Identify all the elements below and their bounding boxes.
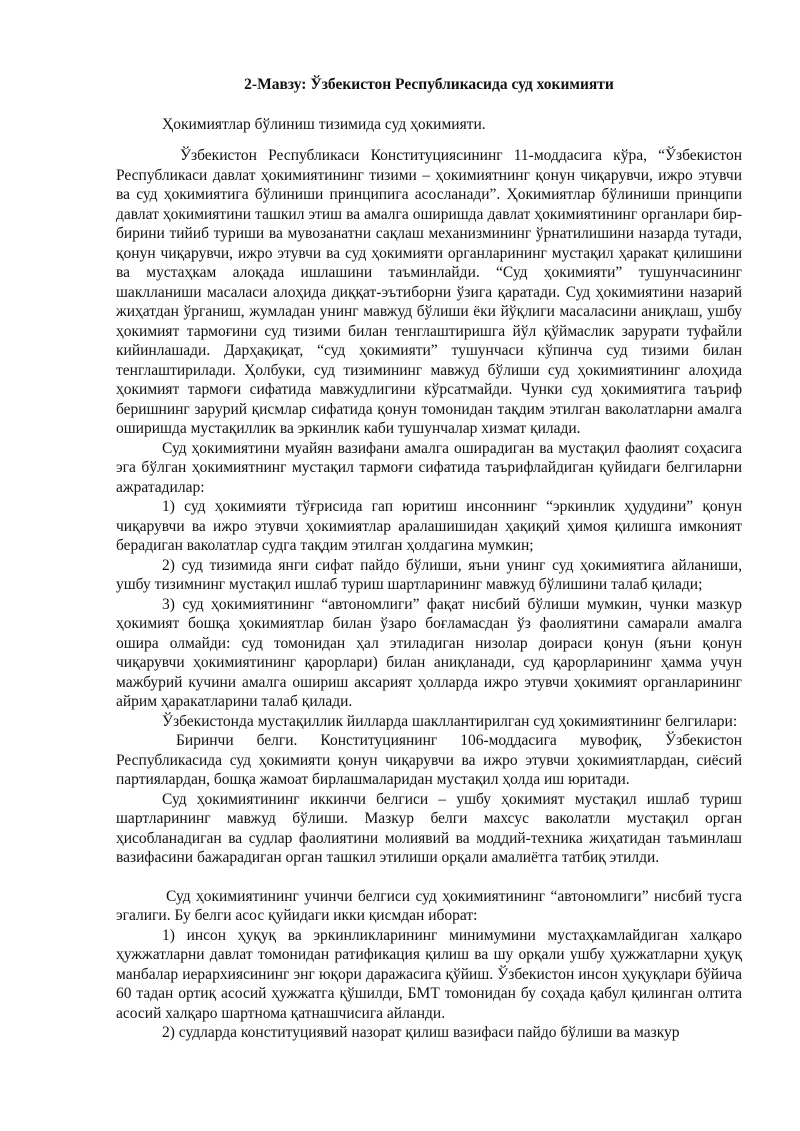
document-subtitle: Ҳокимиятлар бўлиниш тизимида суд ҳокимияти. [162,115,486,133]
paragraph-uzbekistan-features: Ўзбекистонда мустақиллик йилларда шакллантирилган суд ҳокимиятининг белгилари: [162,712,738,730]
list-item-2: 2) суд тизимида янги сифат пайдо бўлиши, яъни унинг суд ҳокимиятига айланиши, ушбу тизимнинг мустақил ишлаб туриш шартларининг мавжуд бўлишини талаб қилади; [116,556,742,593]
list-item-third-1: 1) инсон ҳуқуқ ва эркинликларининг минимумини мустаҳкамлайдиган халқаро ҳужжатларни давлат томонидан ратификация қилиш ва шу орқали ушбу ҳужжатларни ҳуқуқ манбалар иерархиясининг энг юқори даражасига қўйиш. Ўзбекистон инсон ҳуқуқлари бўйича 60 тадан ортиқ асосий ҳужжатга қўшилди, БМТ томонидан бу соҳада қабул қилинган олтита асосий халқаро шартнома қатнашчисига айланди. [116,926,742,1022]
paragraph-features-intro: Суд ҳокимиятини муайян вазифани амалга оширадиган ва мустақил фаолият соҳасига эга бўлган ҳокимиятнинг мустақил тармоғи сифатида таърифлайдиган қуйидаги белгиларни ажратадилар: [116,439,742,496]
paragraph-first-feature: Биринчи белги. Конституциянинг 106-моддасига мувофиқ, Ўзбекистон Республикасида суд ҳокимияти қонун чиқарувчи ва ижро этувчи ҳокимиятлардан, сиёсий партиялардан, бошқа жамоат бирлашмаларидан мустақил ҳолда иш юритади. [116,732,742,788]
document-title: 2-Мавзу: Ўзбекистон Республикасида суд хокимияти [244,76,614,93]
paragraph-constitution: Ўзбекистон Республикаси Конституциясининг 11-моддасига кўра, “Ўзбекистон Республикаси давлат ҳокимиятининг тизими – ҳокимиятнинг қонун чиқарувчи, ижро этувчи ва суд ҳокимиятига бўлиниши принципига асосланади”. Ҳокимиятлар бўлиниши принципи давлат ҳокимиятини ташкил этиш ва амалга оширишда давлат ҳокимиятининг органлари бир-бирини тийиб туриши ва мувозанатни сақлаш механизмининг ўрнатилишини назарда тутади, қонун чиқарувчи, ижро этувчи ва суд ҳокимияти органларининг мустақил ҳаракат қилишини ва мустаҳкам алоқада ишлашини таъминлайди. “Суд ҳокимияти” тушунчасининг шаклланиши масаласи алоҳида диққат-эътиборни ўзига қаратади. Суд ҳокимиятини назарий жиҳатдан ўрганиш, жумладан унинг мавжуд бўлиши ёки йўқлиги масаласини аниқлаш, ушбу ҳокимият тармоғини суд тизими билан тенглаштиришга йўл қўймаслик зарурати туфайли кийинлашади. Дарҳақиқат, “суд ҳокимияти” тушунчаси кўпинча суд тизими билан тенглаштирилади. Ҳолбуки, суд тизимининг мавжуд бўлиши суд ҳокимиятининг алоҳида ҳокимият тармоғи сифатида мавжудлигини кўрсатмайди. Чунки суд ҳокимиятига таъриф беришнинг зарурий қисмлар сифатида қонун томонидан тақдим этилган ваколатларни амалга оширишда мустақиллик ва эркинлик каби тушунчалар хизмат қилади. [116,147,742,437]
list-item-1: 1) суд ҳокимияти тўғрисида гап юритиш инсоннинг “эркинлик ҳудудини” қонун чиқарувчи ва ижро этувчи ҳокимиятлар аралашишидан ҳақиқий ҳимоя қилишга имконият берадиган ваколатлар судга тақдим этилган ҳолдагина мумкин; [116,498,742,554]
paragraph-third-feature: Суд ҳокимиятининг учинчи белгиси суд ҳокимиятининг “автономлиги” нисбий тусга эгалиги. Бу белги асос қуйидаги икки қисмдан иборат: [116,887,742,924]
list-item-3: 3) суд ҳокимиятининг “автономлиги” фақат нисбий бўлиши мумкин, чунки мазкур ҳокимият бошқа ҳокимиятлар билан ўзаро боғламасдан ўз фаолиятини самарали амалга ошира олмайди: суд томонидан ҳал этиладиган низолар доираси қонун (яъни қонун чиқарувчи ҳокимиятининг қарорлари) билан аниқланади, суд қарорларининг ҳамма учун мажбурий кучини амалга ошириш аксарият ҳолларда ижро этувчи ҳокимият органларининг айрим ҳаракатларини талаб қилади. [116,595,742,710]
paragraph-second-feature: Суд ҳокимиятининг иккинчи белгиси – ушбу ҳокимият мустақил ишлаб туриш шартларининг мавжуд бўлиши. Мазкур белги махсус ваколатли мустақил орган ҳисобланадиган ва судлар фаолиятини молиявий ва моддий-техника жиҳатидан таъминлаш вазифасини бажарадиган орган ташкил этилиши орқали амалиётга татбиқ этилди. [116,790,742,866]
document-page [116,72,742,1043]
list-item-third-2: 2) судларда конституциявий назорат қилиш вазифаси пайдо бўлиши ва мазкур [162,1024,680,1041]
